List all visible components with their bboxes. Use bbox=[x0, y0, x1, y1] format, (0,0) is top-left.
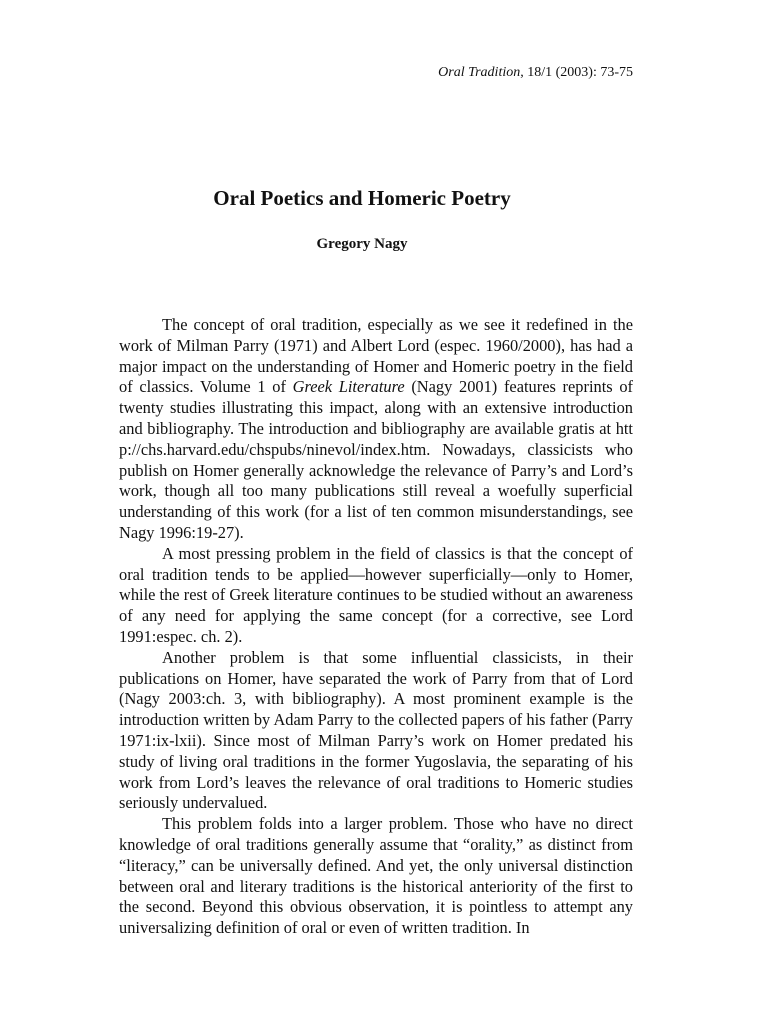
paragraph-2: A most pressing problem in the field of classics is that the concept of oral tradition tends to be applied—however superficially—only to Homer, while the rest of Greek literature continues to be studied without an awareness of any need for applying the same concept (for a corrective, see Lord 1991:espec. ch. 2). bbox=[119, 543, 633, 646]
article-body bbox=[119, 315, 633, 939]
paragraph-1-text-c: Nowadays, classicists who publish on Homer generally acknowledge the relevance of Parry’s and Lord’s work, though all too many publications still reveal a woefully superficial understanding of this work (for a list of ten common misunderstandings, see Nagy 1996:19-27). bbox=[119, 439, 633, 542]
journal-citation bbox=[438, 64, 633, 82]
paragraph-3: Another problem is that some influential classicists, in their publications on Homer, have separated the work of Parry from that of Lord (Nagy 2003:ch. 3, with bibliography). A most prominent example is the introduction written by Adam Parry to the collected papers of his father (Parry 1971:ix-lxii). Since most of Milman Parry’s work on Homer predated his study of living oral traditions in the former Yugoslavia, the separating of his work from Lord’s leaves the relevance of oral traditions to Homeric studies seriously undervalued. bbox=[119, 647, 633, 813]
bibliography-url: http://chs.harvard.edu/chspubs/ninevol/index.htm. bbox=[119, 418, 633, 459]
paragraph-1-text-a: The concept of oral tradition, especially as we see it redefined in the work of Milman Parry (1971) and Albert Lord (espec. 1960/2000), has had a major impact on the understanding of Homer and Homeric poetry in the field of classics. Volume 1 of bbox=[119, 315, 633, 397]
article-title: Oral Poetics and Homeric Poetry bbox=[213, 186, 511, 210]
journal-issue: , 18/1 (2003): 73-75 bbox=[520, 65, 633, 80]
paragraph-4: This problem folds into a larger problem. Those who have no direct knowledge of oral traditions generally assume that “orality,” as distinct from “literacy,” can be universally defined. And yet, the only universal distinction between oral and literary traditions is the historical anteriority of the first to the second. Beyond this obvious observation, it is pointless to attempt any universalizing definition of oral or even of written tradition. In bbox=[119, 814, 633, 938]
article-author: Gregory Nagy bbox=[316, 236, 408, 252]
paragraph-1-text-b: (Nagy 2001) features reprints of twenty studies illustrating this impact, along with an extensive introduction and bibliography. The introduction and bibliography are available gratis at bbox=[119, 377, 633, 438]
journal-name: Oral Tradition bbox=[438, 65, 521, 80]
paragraph-1 bbox=[119, 315, 633, 544]
book-title-greek-literature: Greek Literature bbox=[292, 377, 405, 397]
